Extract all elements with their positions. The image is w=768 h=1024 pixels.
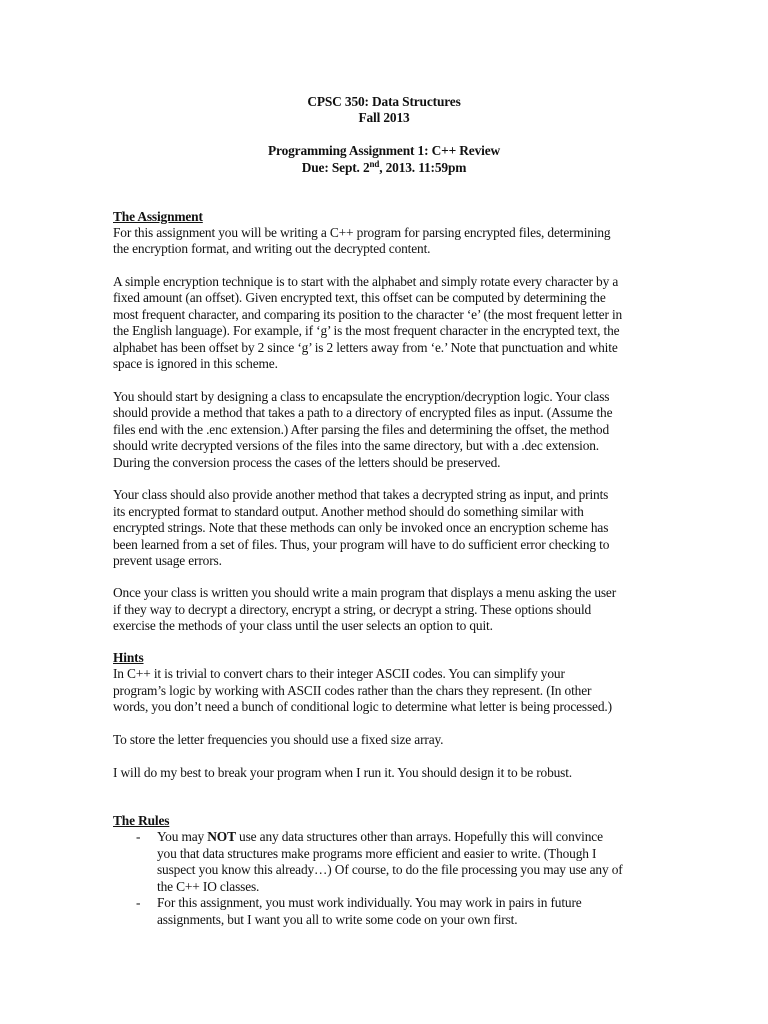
- bullet-dash: -: [136, 895, 141, 910]
- rule-line: [157, 829, 603, 845]
- paragraph-line: During the conversion process the cases of the letters should be preserved.: [113, 455, 501, 470]
- term: Fall 2013: [358, 110, 410, 125]
- due-superscript: nd: [369, 159, 380, 169]
- paragraph-line: if they way to decrypt a directory, encrypt a string, or decrypt a string. These options should: [113, 602, 592, 617]
- paragraph-line: prevent usage errors.: [113, 553, 222, 568]
- rule-line: you that data structures make programs more efficient and easier to write. (Though I: [157, 846, 597, 861]
- rule-emphasis: NOT: [207, 829, 236, 844]
- paragraph-line: been learned from a set of files. Thus, your program will have to do sufficient error checking to: [113, 537, 610, 552]
- rule-line: suspect you know this already…) Of course, to do the file processing you may use any of: [157, 862, 623, 877]
- paragraph-line: You should start by designing a class to encapsulate the encryption/decryption logic. Your class: [113, 389, 610, 404]
- paragraph-line: most frequent character, and comparing its position to the character ‘e’ (the most frequent letter in: [113, 307, 623, 322]
- paragraph-line: exercise the methods of your class until the user selects an option to quit.: [113, 618, 493, 633]
- paragraph-line: space is ignored in this scheme.: [113, 356, 278, 371]
- paragraph-line: files end with the .enc extension.) After parsing the files and determining the offset, the method: [113, 422, 609, 437]
- paragraph-line: the English language). For example, if ‘g’ is the most frequent character in the encrypted text, the: [113, 323, 620, 338]
- paragraph-line: should provide a method that takes a path to a directory of encrypted files as input. (Assume the: [113, 405, 613, 420]
- paragraph-line: Your class should also provide another method that takes a decrypted string as input, and prints: [113, 487, 609, 502]
- paragraph-line: encrypted strings. Note that these methods can only be invoked once an encryption scheme has: [113, 520, 609, 535]
- paragraph-line: its encrypted format to standard output. Another method should do something similar with: [113, 504, 584, 519]
- due-prefix: Due: Sept. 2: [301, 160, 370, 175]
- paragraph-line: fixed amount (an offset). Given encrypted text, this offset can be computed by determining the: [113, 290, 606, 305]
- rule-line: For this assignment, you must work individually. You may work in pairs in future: [157, 895, 582, 910]
- paragraph-line: A simple encryption technique is to start with the alphabet and simply rotate every character by a: [113, 274, 619, 289]
- hints-heading: Hints: [113, 650, 144, 665]
- rule-line: assignments, but I want you all to write some code on your own first.: [157, 912, 518, 927]
- paragraph-line: words, you don’t need a bunch of conditional logic to determine what letter is being processed.): [113, 699, 612, 714]
- rule-text: use any data structures other than arrays. Hopefully this will convince: [235, 829, 603, 844]
- paragraph-line: should write decrypted versions of the files into the same directory, but with a .dec extension.: [113, 438, 600, 453]
- rule-text: You may: [157, 829, 208, 844]
- paragraph-line: I will do my best to break your program when I run it. You should design it to be robust.: [113, 765, 572, 780]
- due-suffix: , 2013. 11:59pm: [379, 160, 467, 175]
- paragraph-line: For this assignment you will be writing a C++ program for parsing encrypted files, determining: [113, 225, 611, 240]
- paragraph-line: In C++ it is trivial to convert chars to their integer ASCII codes. You can simplify your: [113, 666, 565, 681]
- assignment-title: Programming Assignment 1: C++ Review: [267, 143, 501, 158]
- paragraph-line: program’s logic by working with ASCII codes rather than the chars they represent. (In other: [113, 683, 592, 698]
- assignment-heading: The Assignment: [113, 209, 203, 224]
- rules-heading: The Rules: [113, 813, 170, 828]
- paragraph-line: Once your class is written you should write a main program that displays a menu asking the user: [113, 585, 617, 600]
- paragraph-line: the encryption format, and writing out the decrypted content.: [113, 241, 431, 256]
- rule-line: the C++ IO classes.: [157, 879, 260, 894]
- paragraph-line: alphabet has been offset by 2 since ‘g’ is 2 letters away from ‘e.’ Note that punctuation and white: [113, 340, 618, 355]
- bullet-dash: -: [136, 829, 141, 844]
- due-date: [0, 160, 768, 176]
- course-title: CPSC 350: Data Structures: [307, 94, 461, 109]
- paragraph-line: To store the letter frequencies you should use a fixed size array.: [113, 732, 444, 747]
